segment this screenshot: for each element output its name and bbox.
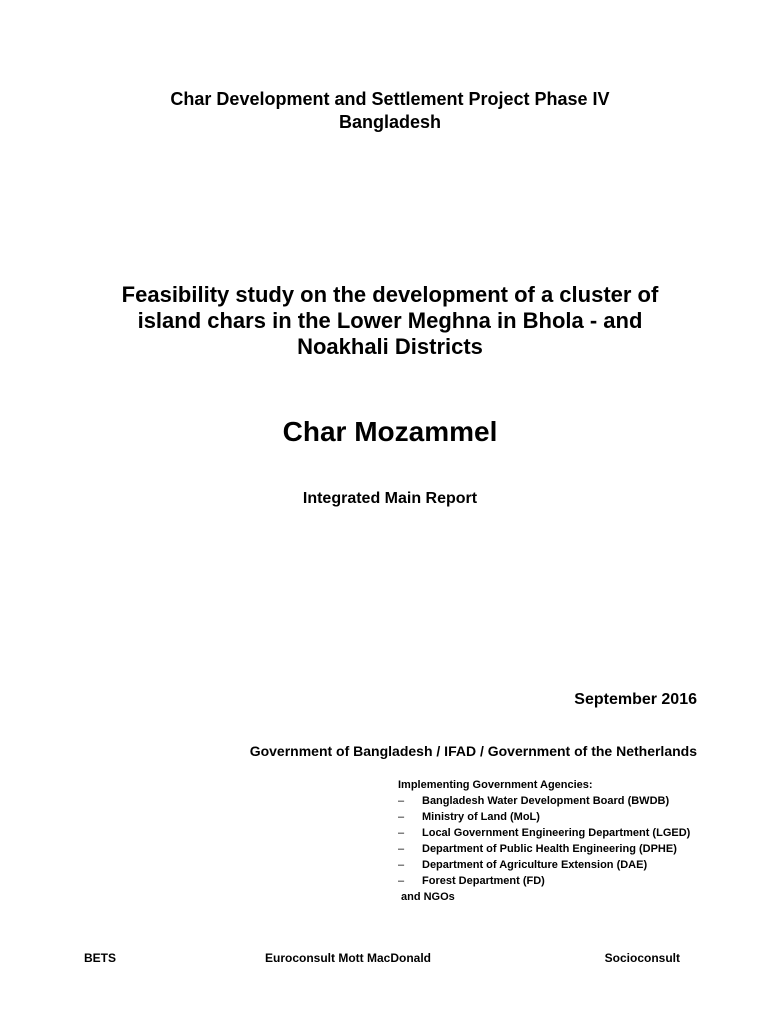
study-title-line-3: Noakhali Districts (297, 334, 483, 359)
dash-bullet: – (398, 875, 405, 887)
agency-label: Bangladesh Water Development Board (BWDB) (422, 795, 670, 807)
agency-item (398, 841, 708, 857)
study-title (0, 282, 770, 360)
dash-bullet: – (398, 811, 405, 823)
agency-item (398, 825, 708, 841)
project-title (0, 88, 770, 134)
agencies-footer: and NGOs (401, 891, 455, 903)
project-title-line-1: Char Development and Settlement Project Phase IV (170, 89, 610, 109)
footer-consultant-center: Euroconsult Mott MacDonald (265, 951, 431, 965)
funders-line: Government of Bangladesh / IFAD / Government of the Netherlands (249, 743, 697, 759)
dash-bullet: – (398, 827, 405, 839)
study-title-line-2: island chars in the Lower Meghna in Bhola - and (137, 308, 643, 333)
footer-consultant-right: Socioconsult (604, 951, 680, 965)
agency-label: Department of Agriculture Extension (DAE) (422, 859, 648, 871)
main-title: Char Mozammel (282, 416, 498, 447)
agency-item (398, 793, 708, 809)
consultants-footer (84, 949, 680, 967)
agency-item (398, 809, 708, 825)
agency-item (398, 857, 708, 873)
agency-label: Department of Public Health Engineering (DPHE) (422, 843, 677, 855)
dash-bullet: – (398, 795, 405, 807)
report-date: September 2016 (574, 691, 697, 708)
agency-label: Ministry of Land (MoL) (422, 811, 540, 823)
study-title-line-1: Feasibility study on the development of a cluster of (121, 282, 659, 307)
agency-list (398, 793, 708, 889)
report-subtitle: Integrated Main Report (302, 490, 478, 507)
agency-label: Forest Department (FD) (422, 875, 545, 887)
implementing-agencies (398, 777, 708, 905)
agencies-heading: Implementing Government Agencies: (398, 779, 593, 791)
dash-bullet: – (398, 859, 405, 871)
agency-label: Local Government Engineering Department (LGED) (422, 827, 691, 839)
agency-item (398, 873, 708, 889)
footer-consultant-left: BETS (84, 951, 117, 965)
project-title-line-2: Bangladesh (338, 112, 442, 132)
dash-bullet: – (398, 843, 405, 855)
